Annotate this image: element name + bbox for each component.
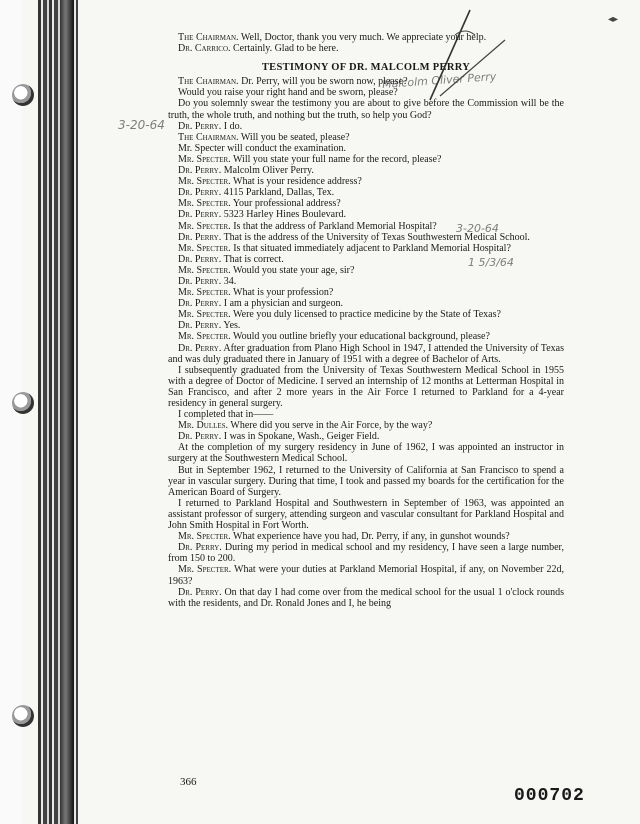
testimony-paragraph xyxy=(168,564,564,586)
speaker-label: Dr. Perry. xyxy=(178,165,222,177)
testimony-paragraph xyxy=(168,309,564,320)
paragraph-text: 4115 Parkland, Dallas, Tex. xyxy=(221,187,335,199)
testimony-paragraph xyxy=(168,298,564,309)
paragraph-text: Were you duly licensed to practice medicine by the State of Texas? xyxy=(230,309,501,321)
paragraph-text: I was in Spokane, Wash., Geiger Field. xyxy=(221,431,380,443)
paragraph-text: Malcolm Oliver Perry. xyxy=(221,165,314,177)
testimony-paragraph xyxy=(168,431,564,442)
paragraph-text: I returned to Parkland Hospital and Southwestern in September of 1963, was appointed an assistant professor of surgery, attending surgeon and vascular consultant for Parkland Hospital and John Smith Hospital in Fort Worth. xyxy=(168,497,564,532)
speaker-label: The Chairman. xyxy=(178,76,239,88)
testimony-paragraph xyxy=(168,176,564,187)
paragraph-text: 34. xyxy=(221,275,237,287)
speaker-label: Dr. Perry. xyxy=(178,231,222,243)
speaker-label: Mr. Dulles. xyxy=(178,420,229,432)
speaker-label: Mr. Specter. xyxy=(178,331,231,343)
testimony-paragraph xyxy=(168,165,564,176)
testimony-paragraph xyxy=(168,98,564,120)
paragraph-text: Where did you serve in the Air Force, by the way? xyxy=(228,420,433,432)
paragraph-text: Your professional address? xyxy=(230,198,341,210)
speaker-label: Dr. Perry. xyxy=(178,120,222,132)
paragraph-text: What experience have you had, Dr. Perry, if any, in gunshot wounds? xyxy=(230,531,510,543)
speaker-label: Dr. Perry. xyxy=(178,320,222,332)
speaker-label: Dr. Perry. xyxy=(178,342,222,354)
speaker-label: Dr. Perry. xyxy=(178,586,222,598)
page-number: 366 xyxy=(180,776,197,788)
testimony-paragraph xyxy=(168,287,564,298)
speaker-label: Mr. Specter. xyxy=(178,287,231,299)
paragraph-text: 5323 Harley Hines Boulevard. xyxy=(221,209,346,221)
paragraph-text: At the completion of my surgery residency in June of 1962, I was appointed an instructor in surgery at the Southwestern Medical School. xyxy=(168,442,564,465)
handwritten-side-note: 1 5/3/64 xyxy=(468,256,514,269)
speaker-label: Mr. Specter. xyxy=(178,220,231,232)
handwritten-side-note: 3-20-64 xyxy=(456,222,499,235)
testimony-paragraph xyxy=(168,232,564,243)
paragraph-text: That is the address of the University of Texas Southwestern Medical School. xyxy=(221,231,530,243)
paragraph-text: What were your duties at Parkland Memorial Hospital, if any, on November 22d, 1963? xyxy=(168,564,564,587)
testimony-paragraph xyxy=(168,442,564,464)
testimony-paragraph xyxy=(168,198,564,209)
speaker-label: Dr. Perry. xyxy=(178,275,222,287)
handwritten-margin-note: 3-20-64 xyxy=(118,118,165,132)
paragraph-text: What is your profession? xyxy=(230,287,334,299)
testimony-paragraph xyxy=(168,143,564,154)
corner-mark: ◂▸ xyxy=(608,14,619,25)
paragraph-text: Is that situated immediately adjacent to Parkland Memorial Hospital? xyxy=(230,242,511,254)
paragraph-text: Yes. xyxy=(221,320,241,332)
paragraph-text: Dr. Perry, will you be sworn now, please? xyxy=(238,76,408,88)
testimony-paragraph xyxy=(168,320,564,331)
speaker-label: Dr. Carrico. xyxy=(178,43,231,55)
paragraph-text: Is that the address of Parkland Memorial Hospital? xyxy=(230,220,437,232)
testimony-paragraph xyxy=(168,276,564,287)
paragraph-text: I am a physician and surgeon. xyxy=(221,298,343,310)
speaker-label: Mr. Specter. xyxy=(178,176,231,188)
testimony-paragraph xyxy=(168,265,564,276)
speaker-label: Dr. Perry. xyxy=(178,253,222,265)
testimony-paragraph xyxy=(168,121,564,132)
speaker-label: The Chairman. xyxy=(178,32,239,43)
handwritten-top-note: Malcolm Oliver Perry xyxy=(381,70,497,91)
paragraph-text: Well, Doctor, thank you very much. We appreciate your help. xyxy=(238,32,487,43)
testimony-paragraph xyxy=(168,87,564,98)
testimony-paragraph xyxy=(168,221,564,232)
paragraph-text: Do you solemnly swear the testimony you are about to give before the Commission will be the truth, the whole truth, and nothing but the truth, so help you God? xyxy=(168,98,564,121)
testimony-paragraph xyxy=(168,465,564,498)
speaker-label: Dr. Perry. xyxy=(178,431,222,443)
testimony-paragraph xyxy=(168,531,564,542)
speaker-label: Mr. Specter. xyxy=(178,242,231,254)
speaker-label: Dr. Perry. xyxy=(178,209,222,221)
paragraph-text: On that day I had come over from the medical school for the usual 1 o'clock rounds with the residents, and Dr. Ronald Jones and I, he being xyxy=(168,586,564,609)
speaker-label: Mr. Specter. xyxy=(178,153,231,165)
testimony-paragraph xyxy=(168,32,564,43)
paragraph-text: That is correct. xyxy=(221,253,284,265)
speaker-label: The Chairman. xyxy=(178,131,239,143)
speaker-label: Dr. Perry. xyxy=(178,187,222,199)
paragraph-text: Will you state your full name for the record, please? xyxy=(230,153,442,165)
testimony-paragraph xyxy=(168,587,564,609)
speaker-label: Mr. Specter. xyxy=(178,531,231,543)
testimony-paragraph xyxy=(168,498,564,531)
testimony-paragraph xyxy=(168,254,564,265)
testimony-paragraph xyxy=(168,209,564,220)
paragraph-text: After graduation from Plano High School in 1947, I attended the University of Texas and was duly graduated there in January of 1951 with a degree of Bachelor of Arts. xyxy=(168,342,564,365)
paragraph-text: Certainly. Glad to be here. xyxy=(230,43,339,55)
paragraph-text: During my period in medical school and my residency, I have seen a large number, from 150 to 200. xyxy=(168,542,564,565)
binder-ring-icon xyxy=(12,392,34,414)
paragraph-text: Would you outline briefly your educational background, please? xyxy=(230,331,490,343)
section-heading: TESTIMONY OF DR. MALCOLM PERRY xyxy=(261,62,471,74)
testimony-paragraph xyxy=(168,542,564,564)
paragraph-text: I do. xyxy=(221,120,243,132)
speaker-label: Mr. Specter. xyxy=(178,264,231,276)
testimony-paragraph xyxy=(168,365,564,409)
testimony-paragraph xyxy=(168,409,564,420)
paragraph-text: Would you raise your right hand and be sworn, please? xyxy=(178,87,398,99)
paragraph-text: I completed that in—— xyxy=(178,409,274,421)
testimony-paragraph xyxy=(168,43,564,54)
speaker-label: Dr. Perry. xyxy=(178,298,222,310)
testimony-body xyxy=(168,32,564,609)
paragraph-text: What is your residence address? xyxy=(230,176,362,188)
testimony-paragraph xyxy=(168,420,564,431)
paragraph-text: Mr. Specter will conduct the examination. xyxy=(178,142,347,154)
paragraph-text: Would you state your age, sir? xyxy=(230,264,355,276)
speaker-label: Mr. Specter. xyxy=(178,564,232,576)
document-number: 000702 xyxy=(514,786,585,806)
paragraph-text: But in September 1962, I returned to the University of California at San Francisco to spend a year in vascular surgery. During that time, I took and passed my boards for the certification for the American Board of Surgery. xyxy=(168,464,564,498)
speaker-label: Mr. Specter. xyxy=(178,198,231,210)
binder-ring-icon xyxy=(12,705,34,727)
testimony-paragraph xyxy=(168,243,564,254)
speaker-label: Dr. Perry. xyxy=(178,542,222,554)
testimony-paragraph xyxy=(168,343,564,365)
testimony-paragraph xyxy=(168,154,564,165)
speaker-label: Mr. Specter. xyxy=(178,309,231,321)
testimony-paragraph xyxy=(168,331,564,342)
testimony-paragraph xyxy=(168,187,564,198)
testimony-paragraph xyxy=(168,76,564,87)
paragraph-text: I subsequently graduated from the University of Texas Southwestern Medical School in 1955 with a degree of Doctor of Medicine. I served an internship of 12 months at Letterman Hospital in San Francisco, and after 2 more years in the Air Force I returned to Parkland for a 4-year residency in general surgery. xyxy=(168,364,564,409)
paragraph-text: Will you be seated, please? xyxy=(238,131,350,143)
testimony-paragraph xyxy=(168,132,564,143)
